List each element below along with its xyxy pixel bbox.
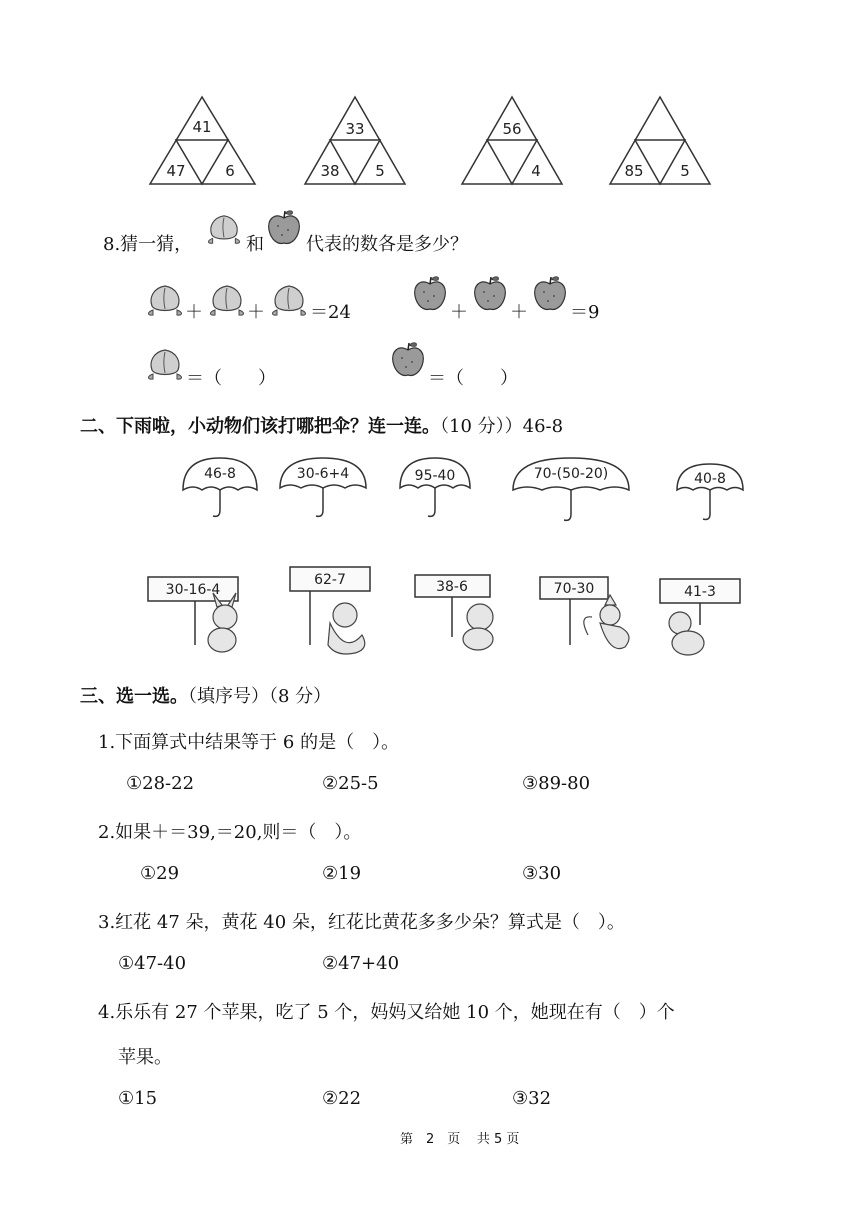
peach-icon	[145, 282, 185, 318]
plus-sign: ＋	[450, 302, 468, 323]
q8-prefix: 8.猜一猜，	[103, 234, 193, 255]
peach-icon	[205, 212, 243, 246]
triangle-2-right: 5	[375, 162, 385, 180]
triangle-3-top: 56	[502, 120, 522, 138]
q4-option-1: ①15	[118, 1088, 158, 1109]
peach-icon	[269, 282, 309, 318]
q1-option-1: ①28-22	[126, 773, 195, 794]
q8-line	[103, 230, 192, 256]
q2-option-3: ③30	[522, 863, 562, 884]
peach-icon	[145, 346, 185, 382]
section3-title: 三、选一选。	[80, 686, 188, 707]
apple-icon	[264, 208, 304, 248]
apple-equation-result: ＝9	[570, 302, 600, 323]
sign-label-3: 38-6	[436, 579, 468, 595]
triangle-2-left: 38	[320, 162, 340, 180]
sign-label-1: 30-16-4	[165, 582, 221, 598]
peach-answer-blank: ＝（ ）	[186, 368, 276, 389]
triangle-1-left: 47	[166, 162, 186, 180]
apple-icon	[410, 274, 450, 314]
triangle-4-left: 85	[624, 162, 644, 180]
plus-sign: ＋	[510, 302, 528, 323]
plus-sign: ＋	[247, 302, 265, 323]
q3-option-2: ②47+40	[322, 953, 400, 974]
q1-option-2: ②25-5	[322, 773, 379, 794]
apple-answer-blank: ＝（ ）	[428, 368, 518, 389]
apple-icon	[388, 340, 428, 380]
umbrella-label-4: 70-(50-20)	[533, 466, 609, 482]
umbrella-label-3: 95-40	[414, 468, 456, 484]
triangle-1-right: 6	[225, 162, 235, 180]
umbrella-label-2: 30-6+4	[296, 466, 350, 482]
q2-option-1: ①29	[140, 863, 180, 884]
q4-option-2: ②22	[322, 1088, 362, 1109]
sign-label-5: 41-3	[684, 584, 716, 600]
sign-label-4: 70-30	[553, 581, 595, 597]
peach-equation-result: ＝24	[310, 302, 351, 323]
apple-icon	[470, 274, 510, 314]
sign-label-2: 62-7	[314, 572, 346, 588]
section3-score: （填序号）（8 分）	[188, 686, 332, 707]
number-triangles	[140, 92, 720, 192]
plus-sign: ＋	[185, 302, 203, 323]
q8-suffix: 代表的数各是多少？	[306, 234, 468, 255]
q1-option-3: ③89-80	[522, 773, 591, 794]
question-4: 4.乐乐有 27 个苹果，吃了 5 个，妈妈又给她 10 个，她现在有（ ）个	[98, 1002, 675, 1023]
umbrella-label-5: 40-8	[694, 471, 726, 487]
peach-icon	[207, 282, 247, 318]
question-3: 3.红花 47 朵，黄花 40 朵，红花比黄花多多少朵？算式是（ ）。	[98, 912, 625, 933]
section2-title: 二、下雨啦，小动物们该打哪把伞？连一连。	[80, 416, 440, 437]
question-2: 2.如果＋＝39,＝20,则＝（ ）。	[98, 822, 362, 843]
q2-option-2: ②19	[322, 863, 362, 884]
apple-icon	[530, 274, 570, 314]
page-number: 第 2 页	[400, 1132, 461, 1147]
umbrellas	[175, 452, 655, 527]
section2-heading	[80, 412, 563, 438]
umbrella-5	[672, 458, 752, 523]
section3-heading	[80, 682, 331, 708]
question-4-continued: 苹果。	[118, 1047, 172, 1068]
animal-signs	[140, 565, 760, 660]
section2-score: （10 分））46-8	[440, 416, 564, 437]
page-footer	[400, 1128, 519, 1147]
page-total: 共 5 页	[476, 1132, 520, 1147]
triangle-1-top: 41	[192, 118, 212, 136]
triangle-2-top: 33	[345, 120, 365, 138]
triangle-4-right: 5	[680, 162, 690, 180]
q3-option-1: ①47-40	[118, 953, 187, 974]
q4-option-3: ③32	[512, 1088, 552, 1109]
triangle-3-right: 4	[531, 162, 541, 180]
umbrella-label-1: 46-8	[204, 466, 236, 482]
q8-and: 和	[246, 234, 264, 255]
question-1: 1.下面算式中结果等于 6 的是（ ）。	[98, 732, 400, 753]
